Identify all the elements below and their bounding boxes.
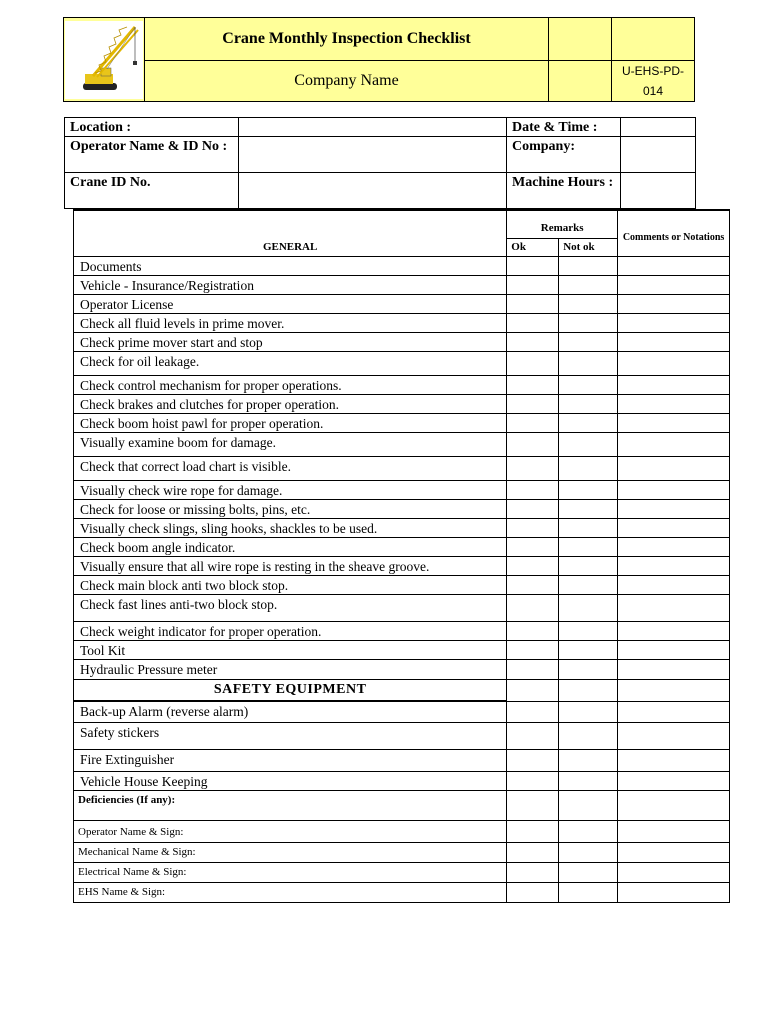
- general-item-row-label: Visually check wire rope for damage.: [74, 480, 507, 499]
- not-ok-checkbox-cell[interactable]: [559, 275, 618, 294]
- ok-checkbox-cell[interactable]: [507, 256, 559, 275]
- general-item-row-label: Visually check slings, sling hooks, shackles to be used.: [74, 518, 507, 537]
- ok-checkbox-cell[interactable]: [507, 842, 559, 862]
- safety-item-row: [74, 701, 730, 722]
- comments-cell[interactable]: [618, 556, 730, 575]
- ok-checkbox-cell[interactable]: [507, 456, 559, 480]
- comments-cell[interactable]: [618, 820, 730, 842]
- not-ok-checkbox-cell[interactable]: [559, 413, 618, 432]
- general-item-row: [74, 332, 730, 351]
- general-item-row: [74, 537, 730, 556]
- signature-row: [74, 820, 730, 842]
- company-label: Company:: [507, 137, 621, 173]
- general-item-row: [74, 621, 730, 640]
- comments-cell[interactable]: [618, 722, 730, 749]
- comments-cell[interactable]: [618, 432, 730, 456]
- ok-checkbox-cell[interactable]: [507, 537, 559, 556]
- comments-cell[interactable]: [618, 882, 730, 902]
- location-field[interactable]: [239, 118, 507, 137]
- ok-checkbox-cell[interactable]: [507, 499, 559, 518]
- comments-cell[interactable]: [618, 256, 730, 275]
- ok-checkbox-cell[interactable]: [507, 413, 559, 432]
- date-time-label: Date & Time :: [507, 118, 621, 137]
- not-ok-checkbox-cell[interactable]: [559, 332, 618, 351]
- comments-cell[interactable]: [618, 294, 730, 313]
- safety-equipment-header: SAFETY EQUIPMENT: [74, 679, 507, 701]
- general-item-row: [74, 375, 730, 394]
- not-ok-checkbox-cell[interactable]: [559, 537, 618, 556]
- ok-checkbox-cell[interactable]: [507, 749, 559, 771]
- general-item-row: [74, 556, 730, 575]
- general-item-row: [74, 480, 730, 499]
- document-code: U-EHS-PD- 014: [612, 61, 695, 102]
- not-ok-checkbox-cell[interactable]: [559, 882, 618, 902]
- ok-checkbox-cell[interactable]: [507, 659, 559, 679]
- safety-item-row-label: Vehicle House Keeping: [74, 771, 507, 790]
- not-ok-checkbox-cell[interactable]: [559, 701, 618, 722]
- safety-item-row: [74, 771, 730, 790]
- signature-row-label: EHS Name & Sign:: [74, 882, 507, 902]
- general-item-row-label: Tool Kit: [74, 640, 507, 659]
- comments-cell[interactable]: [618, 621, 730, 640]
- header-blank-cell: [612, 18, 695, 61]
- signature-row-label: Operator Name & Sign:: [74, 820, 507, 842]
- operator-field[interactable]: [239, 137, 507, 173]
- general-item-row-label: Check weight indicator for proper operation.: [74, 621, 507, 640]
- not-ok-checkbox-cell[interactable]: [559, 313, 618, 332]
- general-item-row-label: Check brakes and clutches for proper operation.: [74, 394, 507, 413]
- general-item-row-label: Check for loose or missing bolts, pins, etc.: [74, 499, 507, 518]
- ok-checkbox-cell[interactable]: [507, 275, 559, 294]
- general-item-row: [74, 394, 730, 413]
- safety-item-row: [74, 749, 730, 771]
- not-ok-checkbox-cell[interactable]: [559, 862, 618, 882]
- not-ok-checkbox-cell[interactable]: [559, 659, 618, 679]
- not-ok-checkbox-cell[interactable]: [559, 575, 618, 594]
- comments-cell[interactable]: [618, 537, 730, 556]
- comments-cell[interactable]: [618, 701, 730, 722]
- comments-cell[interactable]: [618, 862, 730, 882]
- general-item-row: [74, 294, 730, 313]
- signature-row: [74, 842, 730, 862]
- ok-header: Ok: [507, 238, 559, 256]
- general-item-row-label: Check that correct load chart is visible.: [74, 456, 507, 480]
- not-ok-checkbox-cell[interactable]: [559, 556, 618, 575]
- logo-cell: [64, 18, 145, 102]
- not-ok-checkbox-cell[interactable]: [559, 820, 618, 842]
- not-ok-checkbox-cell[interactable]: [559, 432, 618, 456]
- general-item-row: [74, 640, 730, 659]
- comments-cell[interactable]: [618, 375, 730, 394]
- general-item-row: [74, 659, 730, 679]
- general-item-row: [74, 275, 730, 294]
- comments-cell[interactable]: [618, 351, 730, 375]
- location-label: Location :: [65, 118, 239, 137]
- ok-checkbox-cell[interactable]: [507, 518, 559, 537]
- ok-checkbox-cell[interactable]: [507, 313, 559, 332]
- not-ok-checkbox-cell[interactable]: [559, 499, 618, 518]
- general-item-row-label: Hydraulic Pressure meter: [74, 659, 507, 679]
- general-item-row-label: Documents: [74, 256, 507, 275]
- signature-row: [74, 862, 730, 882]
- general-item-row-label: Visually ensure that all wire rope is resting in the sheave groove.: [74, 556, 507, 575]
- safety-items: [74, 701, 730, 790]
- general-item-row-label: Check control mechanism for proper operations.: [74, 375, 507, 394]
- general-item-row: [74, 432, 730, 456]
- comments-cell[interactable]: [618, 275, 730, 294]
- comments-cell[interactable]: [618, 480, 730, 499]
- general-items: [74, 256, 730, 679]
- not-ok-checkbox-cell[interactable]: [559, 456, 618, 480]
- ok-checkbox-cell[interactable]: [507, 375, 559, 394]
- safety-item-row: [74, 722, 730, 749]
- deficiencies-label: Deficiencies (If any):: [74, 790, 507, 820]
- remarks-header: Remarks: [507, 210, 618, 238]
- not-ok-checkbox-cell[interactable]: [559, 480, 618, 499]
- comments-header: Comments or Notations: [618, 210, 730, 256]
- not-ok-checkbox-cell[interactable]: [559, 294, 618, 313]
- comments-cell[interactable]: [618, 313, 730, 332]
- ok-checkbox-cell[interactable]: [507, 594, 559, 621]
- ok-checkbox-cell[interactable]: [507, 882, 559, 902]
- ok-checkbox-cell[interactable]: [507, 640, 559, 659]
- comments-cell[interactable]: [618, 771, 730, 790]
- not-ok-checkbox-cell[interactable]: [559, 722, 618, 749]
- not-ok-checkbox-cell[interactable]: [559, 594, 618, 621]
- ok-checkbox-cell[interactable]: [507, 556, 559, 575]
- company-field[interactable]: [621, 137, 696, 173]
- general-header: GENERAL: [74, 210, 507, 256]
- signature-row-label: Mechanical Name & Sign:: [74, 842, 507, 862]
- general-item-row: [74, 594, 730, 621]
- machine-hours-field[interactable]: [621, 173, 696, 209]
- comments-cell[interactable]: [618, 456, 730, 480]
- comments-cell[interactable]: [618, 749, 730, 771]
- general-item-row: [74, 575, 730, 594]
- ok-checkbox-cell[interactable]: [507, 701, 559, 722]
- ok-checkbox-cell[interactable]: [507, 820, 559, 842]
- general-item-row: [74, 413, 730, 432]
- not-ok-checkbox-cell[interactable]: [559, 394, 618, 413]
- safety-item-row-label: Safety stickers: [74, 722, 507, 749]
- ok-checkbox-cell[interactable]: [507, 332, 559, 351]
- not-ok-checkbox-cell[interactable]: [559, 640, 618, 659]
- general-item-row-label: Check boom hoist pawl for proper operation.: [74, 413, 507, 432]
- ok-checkbox-cell[interactable]: [507, 394, 559, 413]
- operator-label: Operator Name & ID No :: [65, 137, 239, 173]
- general-item-row: [74, 351, 730, 375]
- not-ok-checkbox-cell[interactable]: [559, 375, 618, 394]
- ok-checkbox-cell[interactable]: [507, 722, 559, 749]
- crane-icon: [65, 21, 143, 99]
- header-table: [63, 17, 695, 102]
- comments-cell[interactable]: [618, 594, 730, 621]
- general-item-row-label: Vehicle - Insurance/Registration: [74, 275, 507, 294]
- not-ok-checkbox-cell[interactable]: [559, 518, 618, 537]
- ok-checkbox-cell[interactable]: [507, 432, 559, 456]
- comments-cell[interactable]: [618, 659, 730, 679]
- comments-cell[interactable]: [618, 640, 730, 659]
- crane-id-label: Crane ID No.: [65, 173, 239, 209]
- header-blank-cell: [549, 61, 612, 102]
- safety-item-row-label: Back-up Alarm (reverse alarm): [74, 701, 507, 722]
- document-title: Crane Monthly Inspection Checklist: [145, 18, 549, 61]
- comments-cell[interactable]: [618, 518, 730, 537]
- company-name: Company Name: [145, 61, 549, 102]
- ok-checkbox-cell[interactable]: [507, 621, 559, 640]
- not-ok-checkbox-cell[interactable]: [559, 256, 618, 275]
- general-item-row-label: Check main block anti two block stop.: [74, 575, 507, 594]
- comments-cell[interactable]: [618, 575, 730, 594]
- not-ok-checkbox-cell[interactable]: [559, 621, 618, 640]
- ok-checkbox-cell[interactable]: [507, 480, 559, 499]
- general-item-row: [74, 256, 730, 275]
- crane-id-field[interactable]: [239, 173, 507, 209]
- general-item-row-label: Visually examine boom for damage.: [74, 432, 507, 456]
- signature-row: [74, 882, 730, 902]
- ok-checkbox-cell[interactable]: [507, 351, 559, 375]
- general-item-row: [74, 313, 730, 332]
- info-table: [64, 117, 696, 209]
- ok-checkbox-cell[interactable]: [507, 294, 559, 313]
- signature-rows: [74, 820, 730, 902]
- comments-cell[interactable]: [618, 332, 730, 351]
- general-item-row-label: Check prime mover start and stop: [74, 332, 507, 351]
- not-ok-checkbox-cell[interactable]: [559, 749, 618, 771]
- general-item-row-label: Operator License: [74, 294, 507, 313]
- deficiencies-field[interactable]: [507, 790, 559, 820]
- signature-row-label: Electrical Name & Sign:: [74, 862, 507, 882]
- not-ok-checkbox-cell[interactable]: [559, 771, 618, 790]
- comments-cell[interactable]: [618, 394, 730, 413]
- ok-checkbox-cell[interactable]: [507, 575, 559, 594]
- header-blank-cell: [549, 18, 612, 61]
- general-item-row-label: Check boom angle indicator.: [74, 537, 507, 556]
- machine-hours-label: Machine Hours :: [507, 173, 621, 209]
- safety-item-row-label: Fire Extinguisher: [74, 749, 507, 771]
- not-ok-header: Not ok: [559, 238, 618, 256]
- general-item-row: [74, 518, 730, 537]
- ok-checkbox-cell[interactable]: [507, 771, 559, 790]
- general-item-row: [74, 499, 730, 518]
- ok-checkbox-cell[interactable]: [507, 862, 559, 882]
- checklist-table: [73, 209, 730, 903]
- comments-cell[interactable]: [618, 842, 730, 862]
- general-item-row: [74, 456, 730, 480]
- comments-cell[interactable]: [618, 413, 730, 432]
- general-item-row-label: Check for oil leakage.: [74, 351, 507, 375]
- general-item-row-label: Check all fluid levels in prime mover.: [74, 313, 507, 332]
- not-ok-checkbox-cell[interactable]: [559, 351, 618, 375]
- general-item-row-label: Check fast lines anti-two block stop.: [74, 594, 507, 621]
- date-time-field[interactable]: [621, 118, 696, 137]
- not-ok-checkbox-cell[interactable]: [559, 842, 618, 862]
- comments-cell[interactable]: [618, 499, 730, 518]
